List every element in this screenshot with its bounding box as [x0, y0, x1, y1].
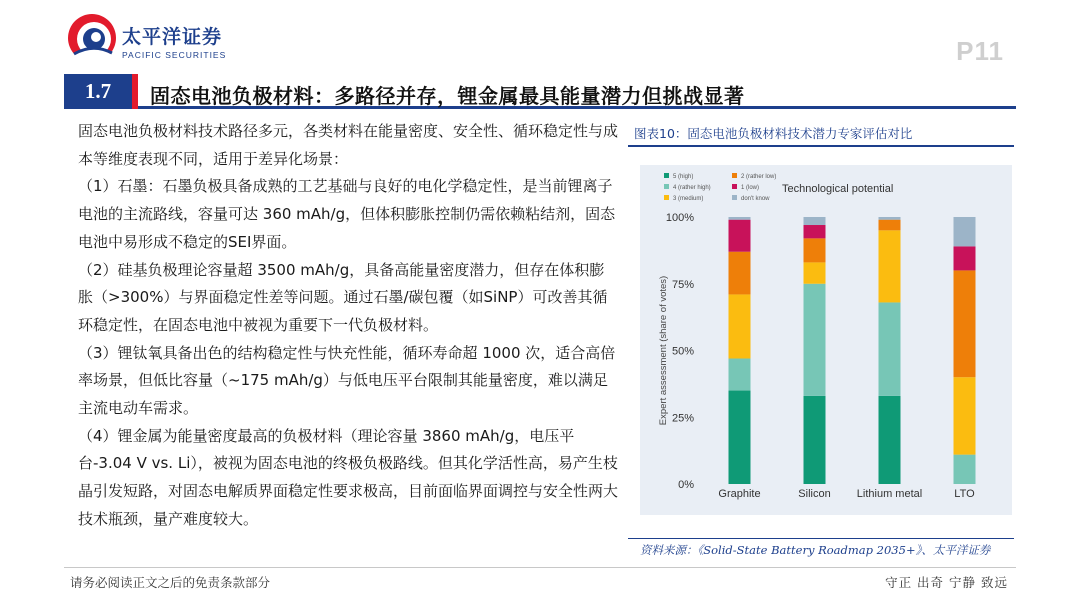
bar-segment: [954, 455, 976, 484]
figure-source: 资料来源：《Solid-State Battery Roadmap 2035+》、太平洋证券: [640, 543, 991, 557]
bar-segment: [879, 220, 901, 231]
x-tick-label: Graphite: [718, 488, 761, 500]
footer-rule: [64, 567, 1016, 568]
brand-name-en: PACIFIC SECURITIES: [122, 50, 227, 60]
bar-segment: [804, 396, 826, 484]
paragraph-lto: （3）锂钛氧具备出色的结构稳定性与快充性能，循环寿命超 1000 次，适合高倍率场景，但低比容量（~175 mAh/g）与低电压平台限制其能量密度，难以满足主流电动车需求。: [78, 343, 616, 418]
legend-label: 1 (low): [741, 185, 760, 191]
bar-segment: [804, 225, 826, 238]
legend-label: 4 (rather high): [673, 185, 711, 191]
chart-title: Technological potential: [782, 183, 894, 195]
figure-title: 图表10：固态电池负极材料技术潜力专家评估对比: [634, 126, 913, 141]
x-tick-label: Silicon: [798, 488, 831, 500]
brand-name-cn: 太平洋证券: [122, 26, 223, 48]
x-tick-label: LTO: [954, 488, 975, 500]
y-tick-label: 25%: [671, 412, 694, 425]
bar-segment: [729, 217, 751, 220]
legend-swatch: [664, 195, 669, 200]
legend-swatch: [732, 173, 737, 178]
brand: [122, 22, 226, 60]
paragraph-lithium-metal: （4）锂金属为能量密度最高的负极材料（理论容量 3860 mAh/g，电压平台-3.04 V vs. Li），被视为固态电池的终极负极路线。但其化学活性高，易产生枝晶引发短路，对固态电解质界面稳定性要求极高，目前面临界面调控与安全性两大技术瓶颈，量产难度较大。: [78, 426, 619, 528]
y-tick-label: 50%: [671, 345, 694, 358]
bar-segment: [729, 252, 751, 295]
bar-segment: [729, 359, 751, 391]
bar-segment: [879, 302, 901, 395]
bar-segment: [879, 396, 901, 484]
bar-segment: [804, 262, 826, 283]
bar-segment: [879, 230, 901, 302]
bar-segment: [804, 217, 826, 225]
x-tick-label: Lithium metal: [856, 488, 923, 500]
legend-label: don't know: [741, 196, 770, 202]
section-number-badge: 1.7: [64, 74, 138, 109]
bar-segment: [804, 284, 826, 396]
paragraph-silicon: （2）硅基负极理论容量超 3500 mAh/g，具备高能量密度潜力，但存在体积膨胀（>300%）与界面稳定性差等问题。通过石墨/碳包覆（如SiNP）可改善其循环稳定性，在固态电池中被视为重要下一代负极材料。: [78, 260, 608, 334]
bar-segment: [954, 270, 976, 377]
legend-swatch: [664, 173, 669, 178]
bar-segment: [954, 377, 976, 454]
bar-segment: [879, 217, 901, 220]
y-axis-label: Expert assessment (share of votes): [658, 275, 669, 426]
legend-swatch: [732, 195, 737, 200]
page-number: P11: [956, 36, 1004, 66]
bar-segment: [729, 294, 751, 358]
bar-segment: [729, 391, 751, 484]
legend-label: 3 (medium): [673, 196, 704, 202]
figure-top-rule: [628, 145, 1014, 147]
bar-segment: [729, 220, 751, 252]
footer-disclaimer: 请务必阅读正文之后的免责条款部分: [70, 575, 271, 590]
y-tick-label: 0%: [678, 479, 694, 491]
section-title: 固态电池负极材料：多路径并存，锂金属最具能量潜力但挑战显著: [150, 84, 745, 108]
paragraph-intro: 固态电池负极材料技术路径多元，各类材料在能量密度、安全性、循环稳定性与成本等维度表现不同，适用于差异化场景：: [78, 122, 619, 168]
footer-motto: 守正 出奇 宁静 致远: [885, 575, 1008, 590]
pacific-securities-logo: [66, 12, 118, 64]
y-tick-label: 100%: [665, 212, 694, 224]
stacked-bar-chart: [640, 165, 1012, 515]
figure-bottom-rule: [628, 538, 1014, 539]
bar-segment: [954, 217, 976, 246]
legend-label: 2 (rather low): [741, 174, 777, 180]
paragraph-graphite: （1）石墨：石墨负极具备成熟的工艺基础与良好的电化学稳定性，是当前锂离子电池的主流路线，容量可达 360 mAh/g，但体积膨胀控制仍需依赖粘结剂，固态电池中易形成不稳定的SEI界面。: [78, 177, 616, 251]
legend-swatch: [664, 184, 669, 189]
body-text: [78, 118, 618, 534]
legend-swatch: [732, 184, 737, 189]
y-tick-label: 75%: [671, 278, 694, 291]
bar-segment: [954, 246, 976, 270]
legend-label: 5 (high): [673, 174, 694, 180]
bar-segment: [804, 238, 826, 262]
